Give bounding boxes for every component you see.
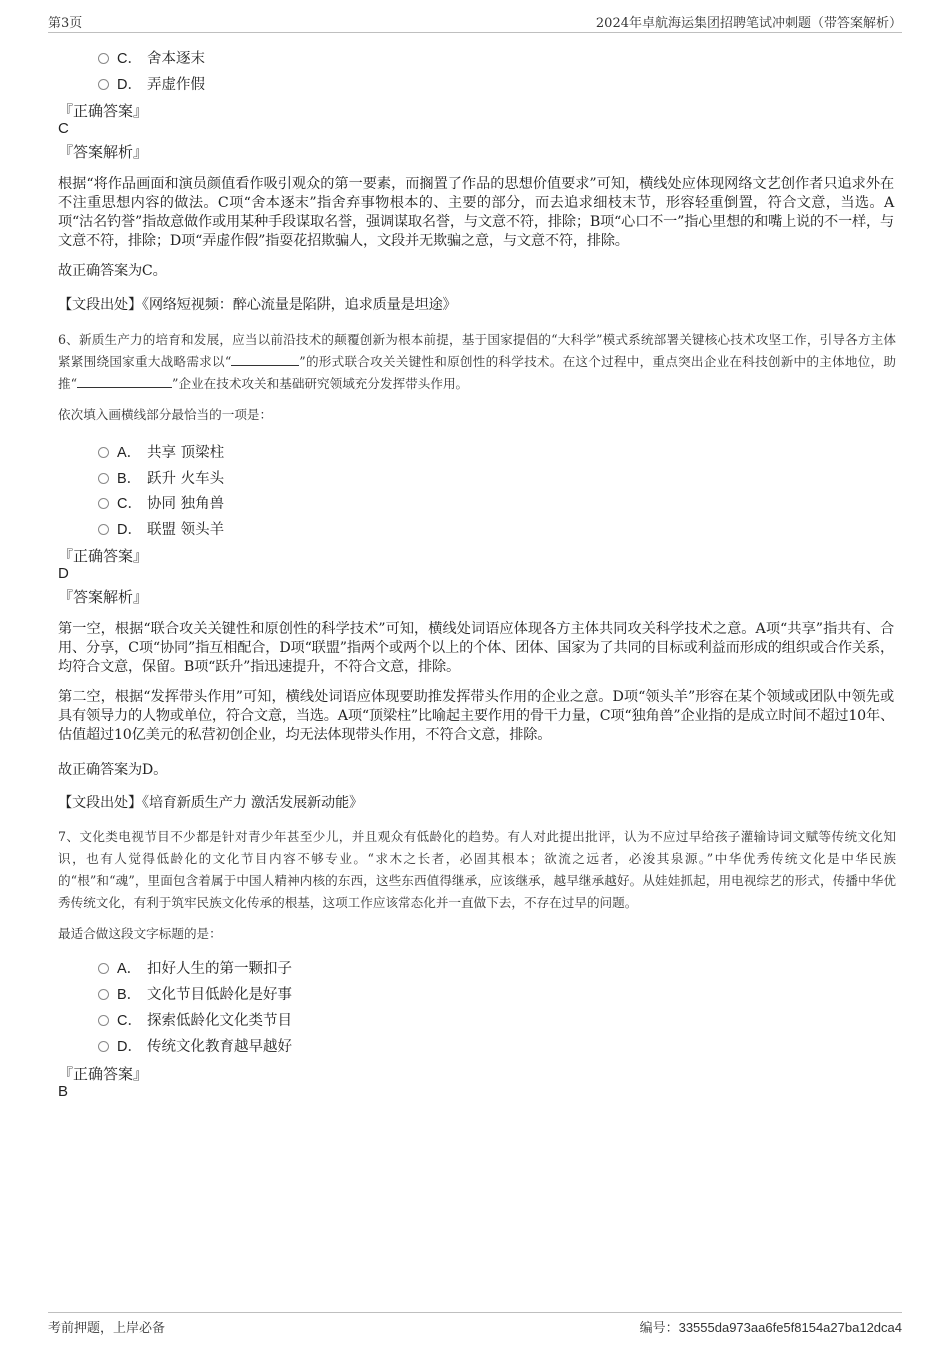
q6-option-c[interactable]: C． 协同 独角兽	[98, 492, 224, 514]
document-code: 编号：33555da973aa6fe5f8154a27ba12dca4	[639, 1320, 902, 1336]
q5-option-c[interactable]: C． 舍本逐末	[98, 47, 205, 69]
blank-2	[77, 375, 172, 388]
q7-stem: 7、文化类电视节目不少都是针对青少年甚至少儿，并且观众有低龄化的趋势。有人对此提出批评，认为不应过早给孩子灌输诗词文赋等传统文化知识，也有人觉得低龄化的文化节目内容不够专业。“求木之长者，必固其根本；欲流之远者，必浚其泉源。”中华优秀传统文化是中华民族的“根”和“魂”，里面包含着属于中国人精神内核的东西，这些东西值得继承，应该继承，越早继承越好。从娃娃抓起，用电视综艺的形式，传播中华优秀传统文化，有利于筑牢民族文化传承的根基，这项工作应该常态化并一直做下去，不存在过早的问题。	[58, 829, 896, 910]
q6-stem: 6、新质生产力的培育和发展，应当以前沿技术的颠覆创新为根本前提，基于国家提倡的“大科学”模式系统部署关键核心技术攻坚工作，引导各方主体紧紧围绕国家重大战略需求以“ ”的形式联合攻关关键性和原创性的科学技术。在这个过程中，重点突出企业在科技创新中的主体地位，助推“ ”企业在技术攻关和基础研究领域充分发挥带头作用。	[58, 332, 896, 391]
q6-prompt: 依次填入画横线部分最恰当的一项是：	[58, 407, 273, 422]
q5-option-d[interactable]: D． 弄虚作假	[98, 73, 205, 95]
q6-analysis-paragraph-1: 第一空，根据“联合攻关关键性和原创性的科学技术”可知，横线处词语应体现各方主体共同攻关科学技术之意。A项“共享”指共有、合用、分享，C项“协同”指互相配合，D项“联盟”指两个或两个以上的个体、团体、国家为了共同的目标或利益而形成的组织或合作关系，均符合文意，保留。B项“跃升”指迅速提升，不符合文意，排除。	[58, 621, 894, 675]
q6-conclusion: 故正确答案为D。	[58, 762, 168, 778]
q6-answer: D	[58, 565, 69, 582]
radio-icon[interactable]	[98, 473, 109, 484]
q7-option-d[interactable]: D． 传统文化教育越早越好	[98, 1035, 292, 1057]
radio-icon[interactable]	[98, 524, 109, 535]
q6-option-b[interactable]: B． 跃升 火车头	[98, 467, 224, 489]
q5-source: 【文段出处】《网络短视频：醉心流量是陷阱，追求质量是坦途》	[58, 297, 457, 313]
footer-slogan: 考前押题，上岸必备	[48, 1321, 166, 1336]
q6-answer-label: 『正确答案』	[58, 547, 149, 565]
q7-answer-label: 『正确答案』	[58, 1065, 149, 1083]
radio-icon[interactable]	[98, 498, 109, 509]
blank-1	[231, 353, 299, 366]
q5-conclusion: 故正确答案为C。	[58, 263, 167, 279]
q7-option-a[interactable]: A． 扣好人生的第一颗扣子	[98, 957, 292, 979]
q7-answer: B	[58, 1083, 69, 1100]
page-number: 第3页	[48, 16, 83, 31]
radio-icon[interactable]	[98, 447, 109, 458]
q5-analysis-label: 『答案解析』	[58, 143, 149, 161]
radio-icon[interactable]	[98, 989, 109, 1000]
document-title: 2024年卓航海运集团招聘笔试冲刺题（带答案解析）	[595, 16, 902, 31]
radio-icon[interactable]	[98, 1041, 109, 1052]
page-footer	[48, 1312, 902, 1334]
radio-icon[interactable]	[98, 53, 109, 64]
q5-analysis-paragraph: 根据“将作品画面和演员颜值看作吸引观众的第一要素，而搁置了作品的思想价值要求”可知，横线处应体现网络文艺创作者只追求外在不注重思想内容的做法。C项“舍本逐末”指舍弃事物根本的、主要的部分，而去追求细枝末节，形容轻重倒置，符合文意，当选。A项“沽名钓誉”指故意做作或用某种手段谋取名誉，强调谋取名誉，与文意不符，排除；B项“心口不一”指心里想的和嘴上说的不一样，与文意不符，排除；D项“弄虚作假”指耍花招欺骗人，文段并无欺骗之意，与文意不符，排除。	[58, 176, 894, 249]
q7-option-b[interactable]: B． 文化节目低龄化是好事	[98, 983, 292, 1005]
radio-icon[interactable]	[98, 79, 109, 90]
q6-source: 【文段出处】《培育新质生产力 激活发展新动能》	[58, 795, 363, 811]
q6-option-d[interactable]: D． 联盟 领头羊	[98, 518, 224, 540]
page-header	[48, 12, 902, 33]
radio-icon[interactable]	[98, 963, 109, 974]
q7-prompt: 最适合做这段文字标题的是：	[58, 926, 222, 941]
q5-answer-label: 『正确答案』	[58, 102, 149, 120]
q5-answer: C	[58, 120, 69, 137]
q7-option-c[interactable]: C． 探索低龄化文化类节目	[98, 1009, 292, 1031]
q6-analysis-label: 『答案解析』	[58, 588, 149, 606]
q6-option-a[interactable]: A． 共享 顶梁柱	[98, 441, 224, 463]
radio-icon[interactable]	[98, 1015, 109, 1026]
q6-analysis-paragraph-2: 第二空，根据“发挥带头作用”可知，横线处词语应体现要助推发挥带头作用的企业之意。D项“领头羊”形容在某个领域或团队中领先或具有领导力的人物或单位，符合文意，当选。A项“顶梁柱”比喻起主要作用的骨干力量，C项“独角兽”企业指的是成立时间不超过10年、估值超过10亿美元的私营初创企业，均无法体现带头作用，不符合文意，排除。	[58, 689, 894, 743]
